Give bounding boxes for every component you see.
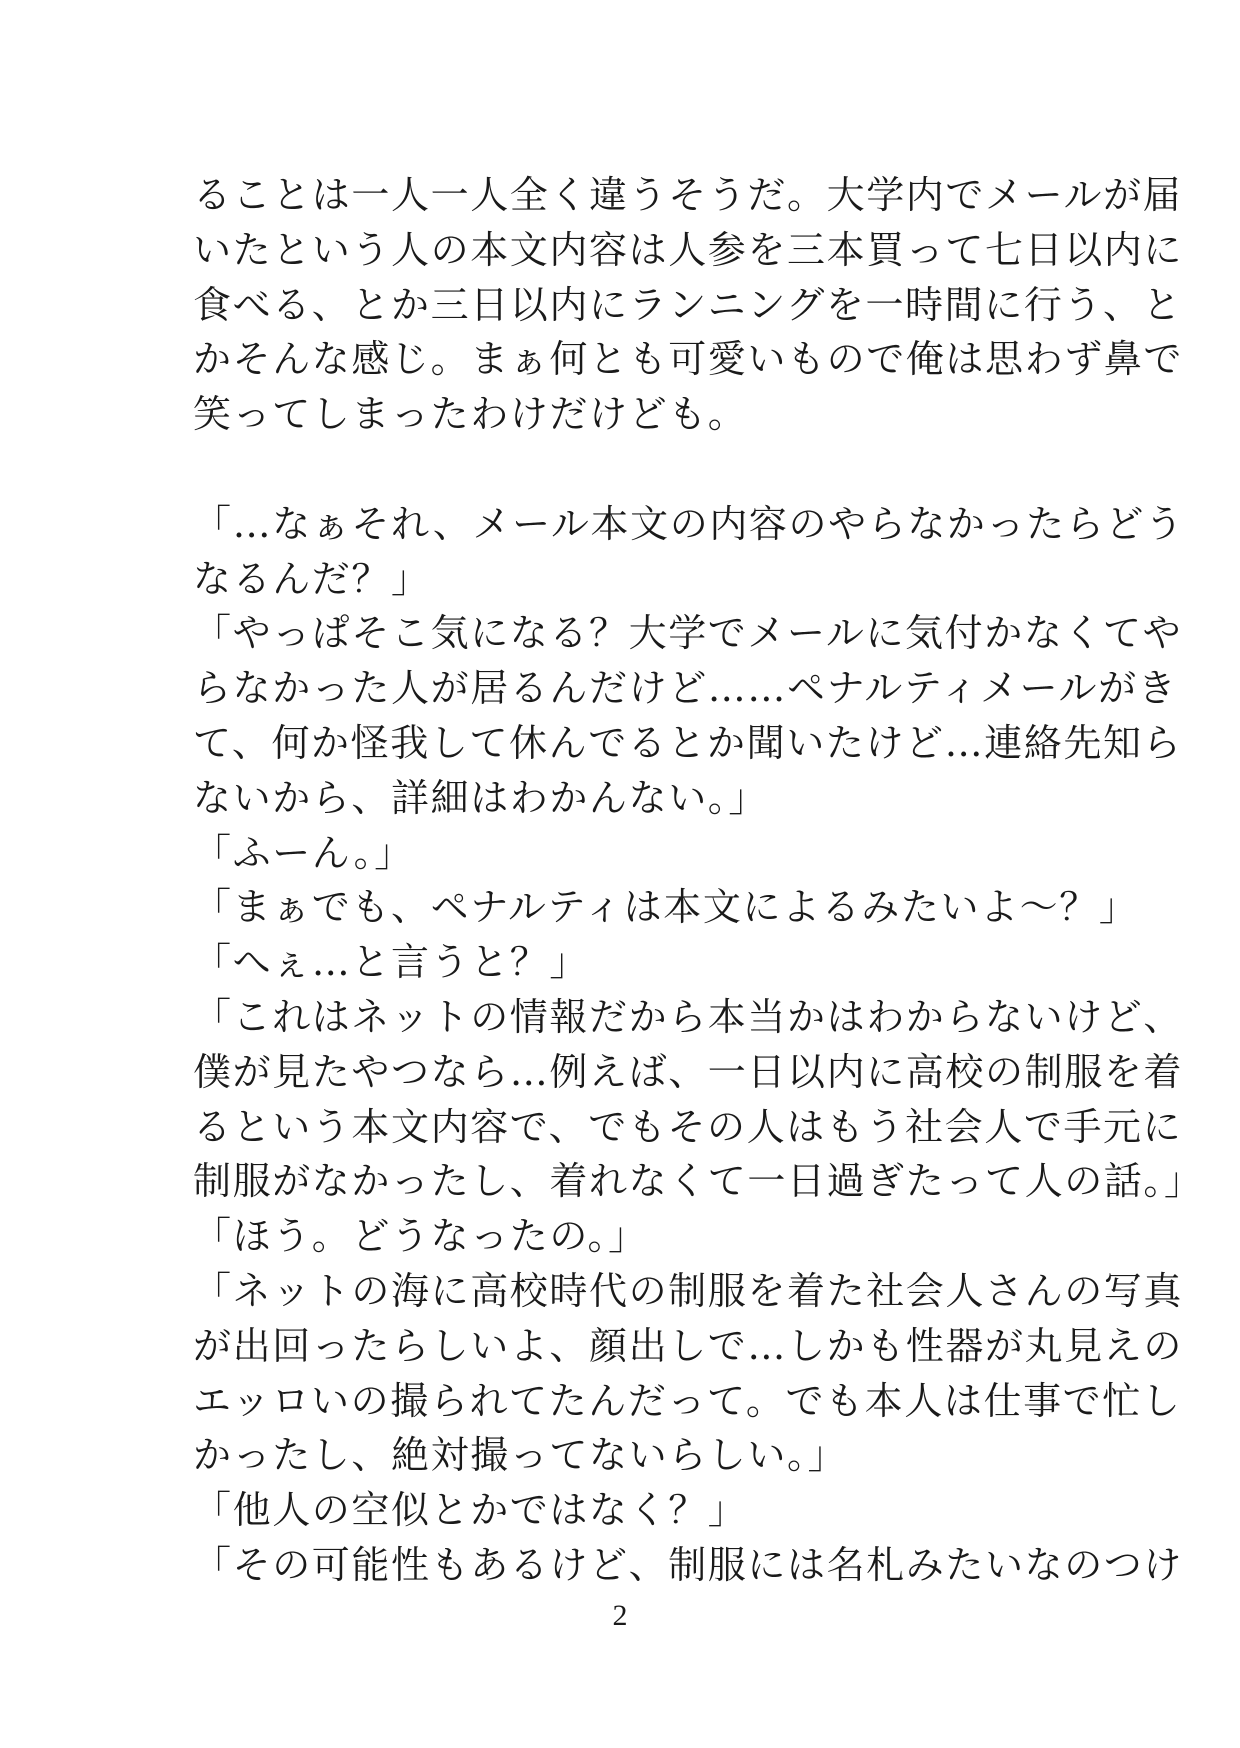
- blank-line: [193, 442, 1073, 497]
- dialogue-line: るという本文内容で、でもその人はもう社会人で手元に: [193, 1104, 1183, 1149]
- dialogue-line: 「他人の空似とかではなく？」: [193, 1488, 748, 1533]
- dialogue-line: が出回ったらしいよ、顔出しで…しかも性器が丸見えの: [193, 1323, 1184, 1368]
- text-line: ることは一人一人全く違うそうだ。大学内でメールが届: [193, 173, 1183, 217]
- dialogue-line: かったし、絶対撮ってないらしい。」: [193, 1433, 848, 1478]
- dialogue-line: 僕が見たやつなら…例えば、一日以内に高校の制服を着: [193, 1049, 1184, 1094]
- text-line: 笑ってしまったわけだけども。: [193, 392, 748, 437]
- text-line: かそんな感じ。まぁ何とも可愛いもので俺は思わず鼻で: [193, 337, 1184, 382]
- dialogue-line: 制服がなかったし、着れなくて一日過ぎたって人の話。」: [193, 1159, 1204, 1204]
- text-line: 食べる、とか三日以内にランニングを一時間に行う、と: [193, 282, 1183, 327]
- dialogue-line: なるんだ？」: [193, 556, 431, 601]
- dialogue-line: 「ふーん。」: [193, 830, 414, 875]
- dialogue-line: 「これはネットの情報だから本当かはわからないけど、: [193, 994, 1184, 1039]
- page-number: 2: [612, 1599, 628, 1632]
- dialogue-line: 「ほう。どうなったの。」: [193, 1214, 648, 1259]
- dialogue-line: て、何か怪我して休んでるとか聞いたけど…連絡先知ら: [193, 720, 1183, 765]
- text-line: いたという人の本文内容は人参を三本買って七日以内に: [193, 227, 1184, 272]
- dialogue-line: らなかった人が居るんだけど……ペナルティメールがき: [193, 666, 1178, 711]
- dialogue-line: 「やっぱそこ気になる？大学でメールに気付かなくてや: [193, 611, 1183, 656]
- body-text: [193, 168, 1204, 1593]
- dialogue-line: 「まぁでも、ペナルティは本文によるみたいよ〜？」: [193, 885, 1139, 930]
- dialogue-line: ないから、詳細はわかんない。」: [193, 775, 769, 820]
- dialogue-line: 「その可能性もあるけど、制服には名札みたいなのつけ: [193, 1542, 1184, 1587]
- dialogue-line: 「…なぁそれ、メール本文の内容のやらなかったらどう: [193, 501, 1185, 546]
- dialogue-line: エッロいの撮られてたんだって。でも本人は仕事で忙し: [193, 1378, 1182, 1423]
- dialogue-line: 「へぇ…と言うと？」: [193, 940, 590, 985]
- dialogue-line: 「ネットの海に高校時代の制服を着た社会人さんの写真: [193, 1268, 1184, 1313]
